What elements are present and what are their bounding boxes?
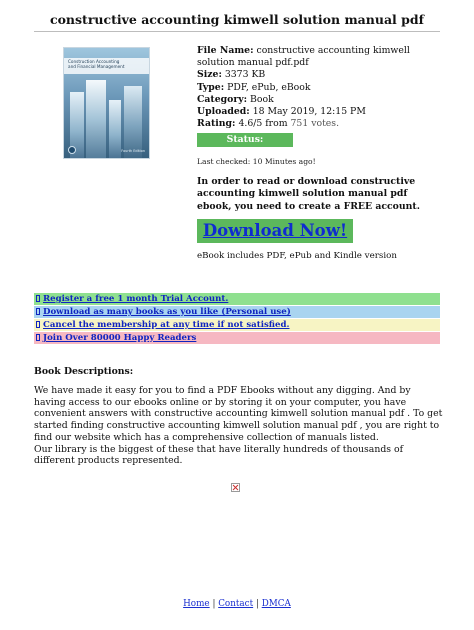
ebook-formats-note: eBook includes PDF, ePub and Kindle version xyxy=(197,251,397,261)
cover-building xyxy=(109,100,121,158)
cover-edition: Fourth Edition xyxy=(121,149,145,153)
download-books-link[interactable] xyxy=(34,306,440,318)
file-name-label: File Name: xyxy=(197,45,254,56)
file-info xyxy=(197,45,442,130)
missing-glyph-icon xyxy=(36,321,40,328)
book-cover-image xyxy=(64,48,149,158)
missing-glyph-icon xyxy=(36,334,40,341)
size-value: 3373 KB xyxy=(224,69,266,81)
description-paragraph: We have made it easy for you to find a PDF Ebooks without any digging. And by having access to our ebooks online or by storing it on your computer, you have convenient answers with constructive accounting kimwell solution manual pdf . To get started finding constructive accounting kimwell solution manual pdf , you are right to find our website which has a comprehensive collection of manuals listed. xyxy=(34,385,443,443)
bar-link-text[interactable]: Join Over 80000 Happy Readers xyxy=(43,333,197,343)
rating-row xyxy=(197,118,442,130)
category-label: Category: xyxy=(197,93,248,105)
book-description xyxy=(34,385,444,467)
file-name-row xyxy=(197,45,442,69)
broken-image-icon xyxy=(231,483,240,492)
file-name-value: constructive accounting kimwell solution manual pdf.pdf xyxy=(197,45,410,69)
type-value: PDF, ePub, eBook xyxy=(227,81,311,93)
category-row xyxy=(197,94,442,106)
cover-building xyxy=(124,86,142,158)
trial-account-link[interactable] xyxy=(34,293,440,305)
download-button-label[interactable]: Download Now! xyxy=(202,221,348,240)
missing-glyph-icon xyxy=(36,295,40,302)
bar-link-text[interactable]: Cancel the membership at any time if not satisfied. xyxy=(43,320,290,330)
page-title: constructive accounting kimwell solution manual pdf xyxy=(49,12,425,27)
type-label: Type: xyxy=(197,81,225,93)
rating-label: Rating: xyxy=(197,118,236,130)
last-checked: Last checked: 10 Minutes ago! xyxy=(197,157,316,166)
uploaded-value: 18 May 2019, 12:15 PM xyxy=(252,106,366,118)
rating-value: 4.6/5 from xyxy=(238,118,288,130)
footer-separator: | xyxy=(255,599,259,609)
footer-home-link[interactable]: Home xyxy=(183,599,210,609)
footer-dmca-link[interactable]: DMCA xyxy=(261,599,291,609)
uploaded-label: Uploaded: xyxy=(197,106,250,118)
cover-title-line: Construction Accounting xyxy=(68,59,120,64)
cover-building xyxy=(86,80,106,158)
missing-glyph-icon xyxy=(36,308,40,315)
uploaded-row xyxy=(197,106,442,118)
size-row xyxy=(197,69,442,81)
cover-title-line: and Financial Management xyxy=(68,64,125,69)
title-divider xyxy=(34,31,440,32)
status-badge: Status: AVAILABLE xyxy=(197,133,293,147)
footer-contact-link[interactable]: Contact xyxy=(218,599,254,609)
join-readers-link[interactable] xyxy=(34,332,440,344)
signup-prompt: In order to read or download constructive accounting kimwell solution manual pdf ebook, you need to create a FREE account. xyxy=(197,176,420,212)
cancel-membership-link[interactable] xyxy=(34,319,440,331)
download-button[interactable] xyxy=(197,219,353,243)
bar-link-text[interactable]: Download as many books as you like (Personal use) xyxy=(43,307,291,317)
description-paragraph: Our library is the biggest of these that have literally hundreds of thousands of different products represented. xyxy=(34,443,404,467)
bar-link-text[interactable]: Register a free 1 month Trial Account. xyxy=(43,294,229,304)
rating-votes: 751 votes. xyxy=(290,118,340,130)
footer-separator: | xyxy=(212,599,216,609)
size-label: Size: xyxy=(197,69,222,81)
footer-nav xyxy=(0,599,474,609)
description-heading: Book Descriptions: xyxy=(34,366,134,377)
publisher-logo-icon xyxy=(68,146,76,154)
category-value: Book xyxy=(250,93,274,105)
type-row xyxy=(197,82,442,94)
cover-title xyxy=(68,59,146,69)
